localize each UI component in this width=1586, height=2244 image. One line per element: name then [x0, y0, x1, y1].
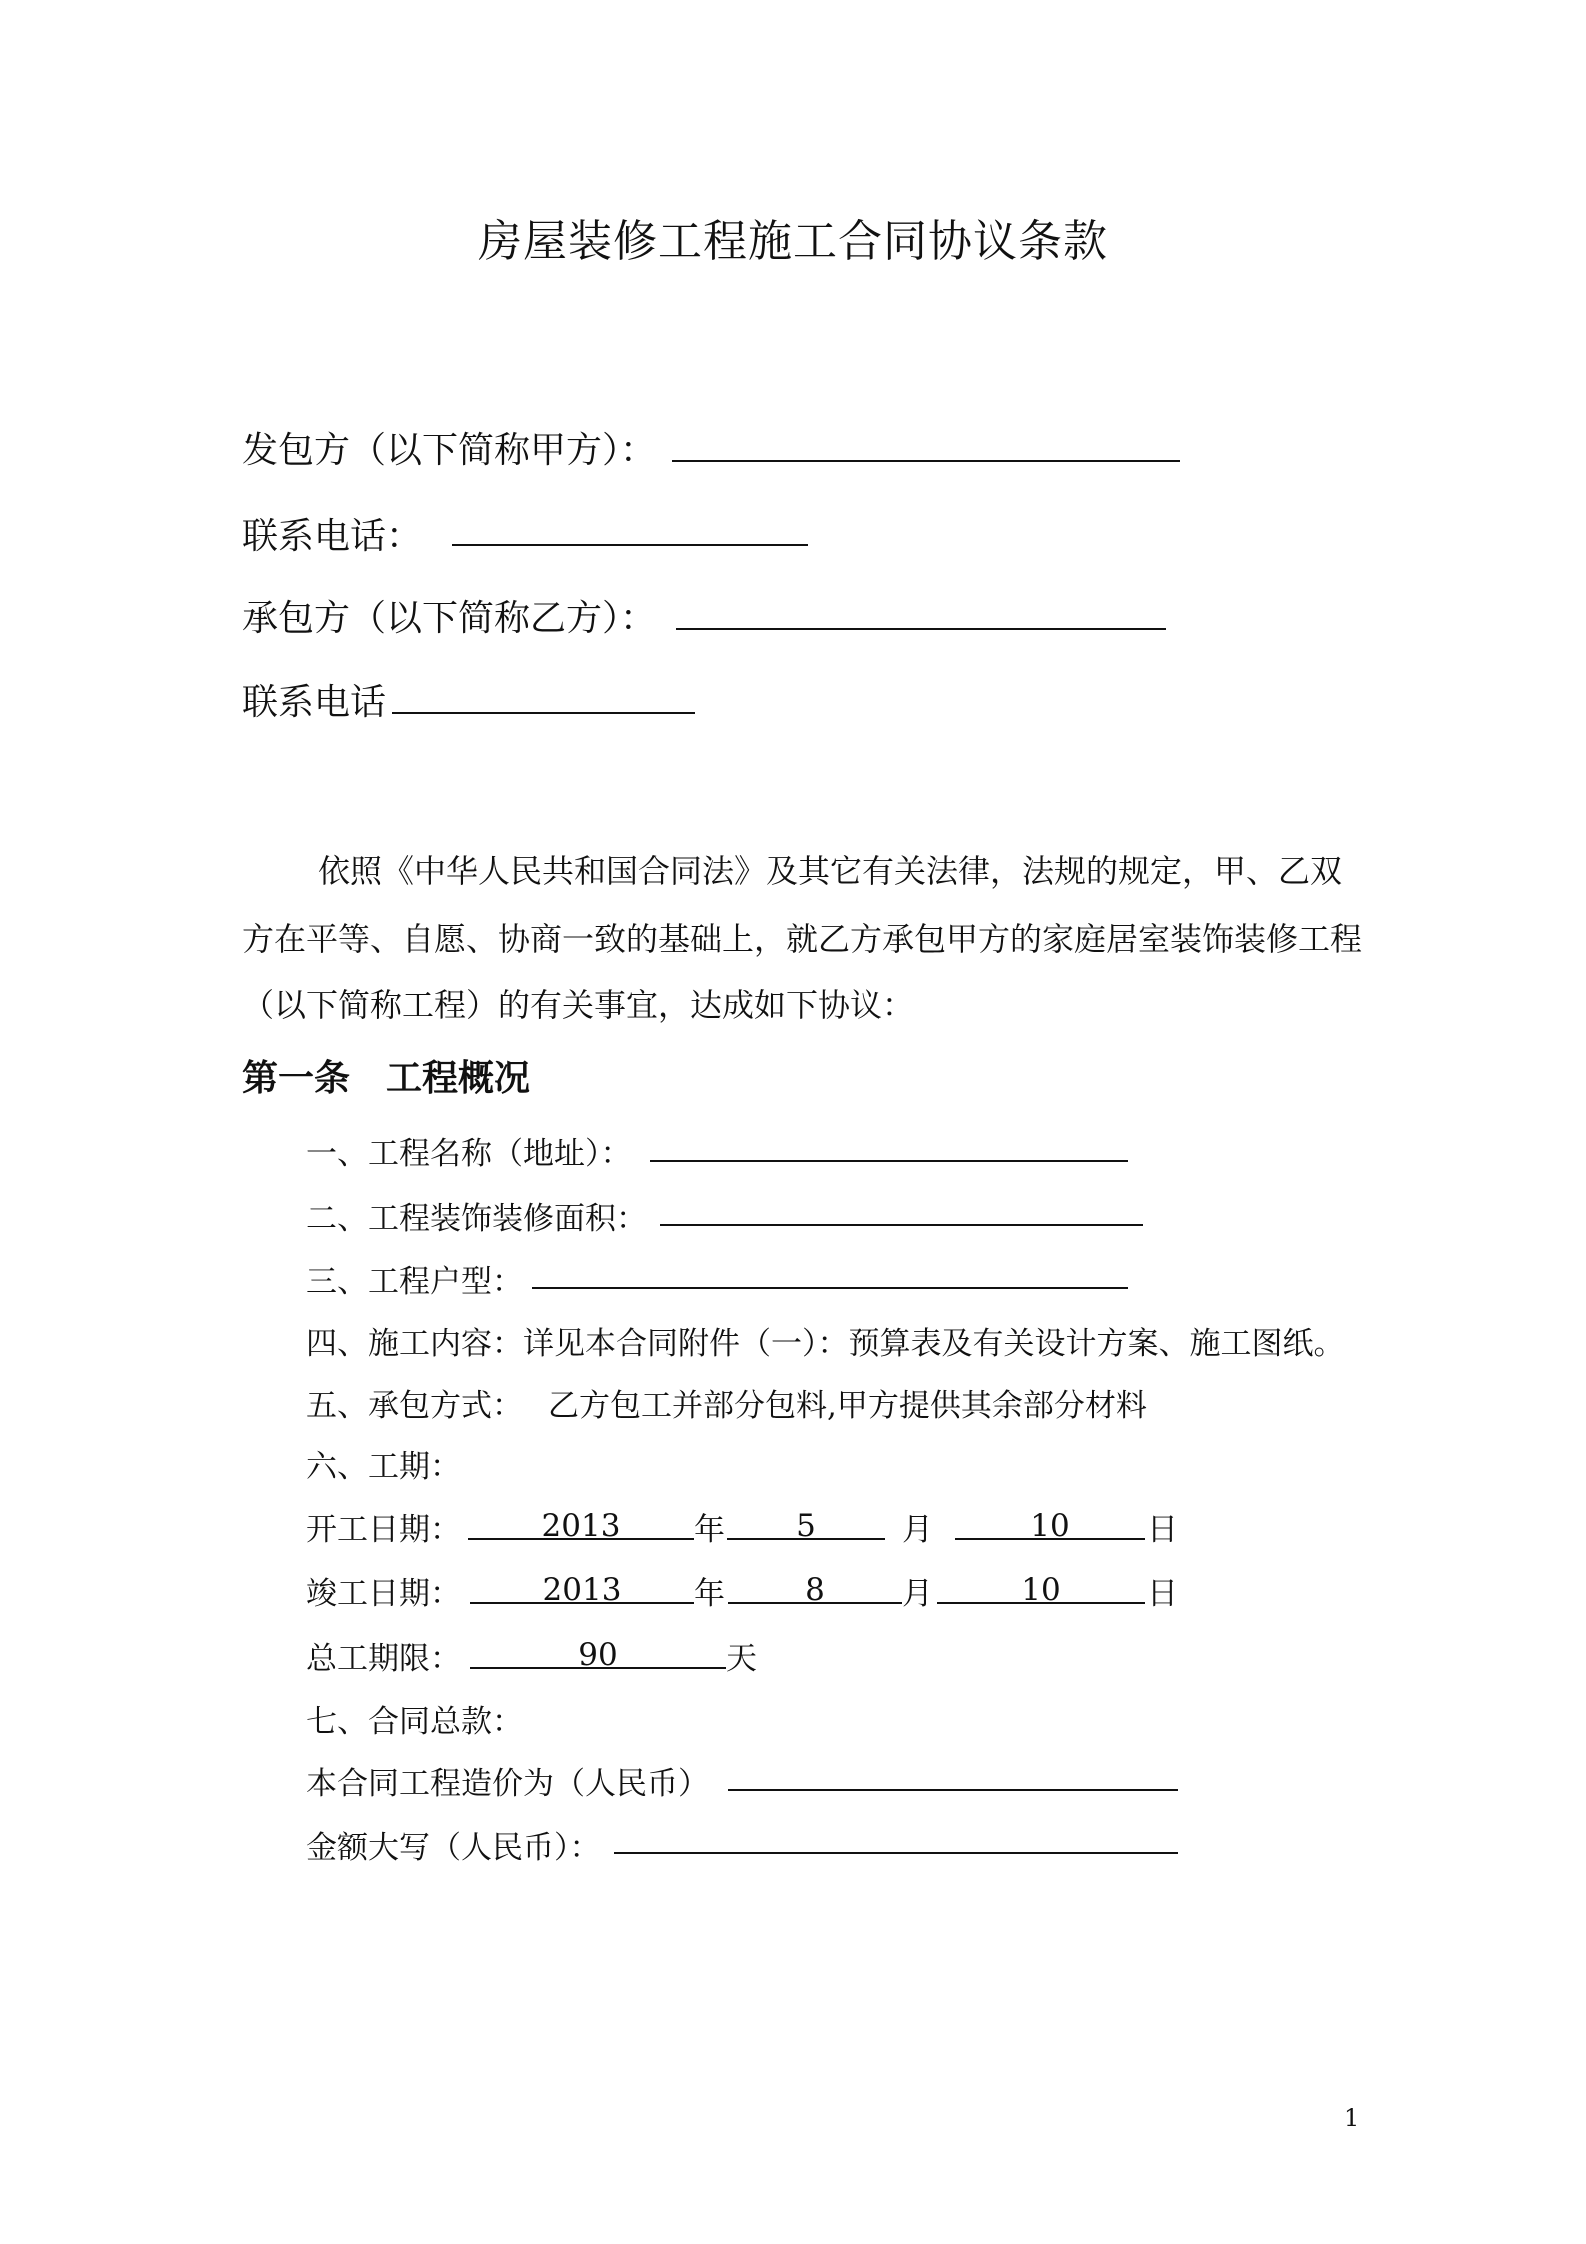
end-year-value[interactable]: 2013 — [542, 1572, 622, 1608]
item-5-label: 五、承包方式： — [306, 1388, 523, 1424]
amount-label: 金额大写（人民币）： — [306, 1830, 601, 1866]
party-b-field[interactable] — [676, 628, 1166, 630]
start-date-label: 开工日期： — [306, 1512, 461, 1548]
phone-b-label: 联系电话 — [242, 682, 387, 723]
end-month-value[interactable]: 8 — [805, 1572, 825, 1608]
item-5-value: 乙方包工并部分包料,甲方提供其余部分材料 — [548, 1388, 1147, 1424]
start-year-unit: 年 — [694, 1512, 725, 1548]
start-day-underline — [955, 1538, 1145, 1540]
start-month-unit: 月 — [902, 1512, 933, 1548]
start-month-value[interactable]: 5 — [796, 1508, 816, 1544]
duration-underline — [470, 1667, 726, 1669]
item-6-label: 六、工期： — [306, 1449, 461, 1485]
end-month-underline — [728, 1602, 902, 1604]
end-year-underline — [470, 1602, 694, 1604]
end-day-unit: 日 — [1147, 1576, 1178, 1612]
layout-field[interactable] — [532, 1287, 1128, 1289]
intro-line-2: 方在平等、自愿、协商一致的基础上，就乙方承包甲方的家庭居室装饰装修工程 — [242, 920, 1363, 958]
intro-line-3: （以下简称工程）的有关事宜，达成如下协议： — [242, 986, 915, 1024]
end-date-label: 竣工日期： — [306, 1576, 461, 1612]
party-b-label: 承包方（以下简称乙方）： — [242, 598, 657, 639]
start-day-unit: 日 — [1147, 1512, 1178, 1548]
intro-line-1: 依照《中华人民共和国合同法》及其它有关法律，法规的规定，甲、乙双 — [318, 852, 1343, 890]
item-1-label: 一、工程名称（地址）： — [306, 1136, 632, 1172]
item-2-label: 二、工程装饰装修面积： — [306, 1201, 647, 1237]
start-year-value[interactable]: 2013 — [541, 1508, 621, 1544]
project-name-field[interactable] — [650, 1160, 1128, 1162]
amount-field[interactable] — [614, 1852, 1178, 1854]
phone-a-field[interactable] — [452, 544, 808, 546]
end-day-value[interactable]: 10 — [1021, 1572, 1061, 1608]
phone-a-label: 联系电话： — [242, 516, 423, 557]
document-title: 房屋装修工程施工合同协议条款 — [478, 216, 1108, 267]
price-field[interactable] — [728, 1789, 1178, 1791]
duration-unit: 天 — [726, 1641, 757, 1677]
item-4-text: 四、施工内容：详见本合同附件（一）：预算表及有关设计方案、施工图纸。 — [306, 1326, 1345, 1362]
duration-value[interactable]: 90 — [578, 1637, 618, 1673]
item-7-label: 七、合同总款： — [306, 1704, 523, 1740]
duration-label: 总工期限： — [306, 1641, 461, 1677]
item-3-label: 三、工程户型： — [306, 1264, 523, 1300]
price-label: 本合同工程造价为（人民币） — [306, 1766, 709, 1802]
start-month-underline — [727, 1538, 885, 1540]
party-a-field[interactable] — [672, 460, 1180, 462]
article-1-heading: 第一条 工程概况 — [242, 1057, 531, 1099]
area-field[interactable] — [660, 1224, 1143, 1226]
end-year-unit: 年 — [694, 1576, 725, 1612]
page-number: 1 — [1344, 2104, 1360, 2132]
start-year-underline — [468, 1538, 694, 1540]
party-a-label: 发包方（以下简称甲方）： — [242, 430, 657, 471]
end-month-unit: 月 — [902, 1576, 933, 1612]
phone-b-field[interactable] — [392, 712, 695, 714]
start-day-value[interactable]: 10 — [1030, 1508, 1070, 1544]
end-day-underline — [937, 1602, 1145, 1604]
